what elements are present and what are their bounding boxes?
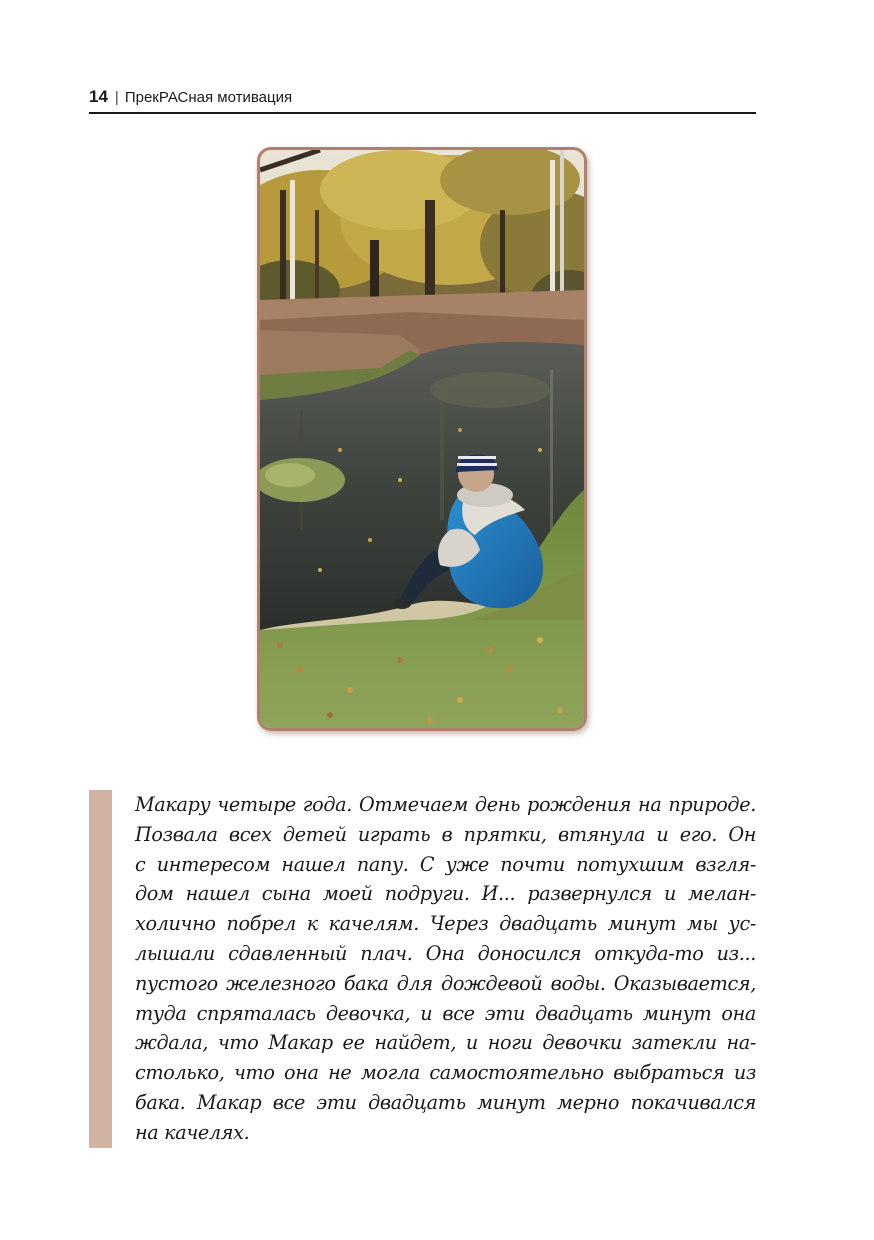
quote-line: лышали сдавленный плач. Она доносился откуда-то из...	[135, 941, 756, 965]
book-title: ПрекРАСная мотивация	[124, 89, 293, 106]
quote-line: столько, что она не могла самостоятельно выбраться из	[135, 1061, 756, 1085]
photo-child-by-pond	[257, 147, 587, 731]
quote-accent-bar	[89, 790, 112, 1148]
photo-illustration	[260, 150, 584, 728]
header-separator: |	[114, 89, 119, 106]
quote-line: пустого железного бака для дождевой воды. Оказывается,	[135, 971, 756, 995]
story-quote	[135, 790, 756, 1148]
quote-line: ждала, что Макар ее найдет, и ноги девочки затекли на-	[135, 1031, 756, 1055]
quote-line: Позвала всех детей играть в прятки, втянула и его. Он	[135, 822, 756, 846]
quote-line: бака. Макар все эти двадцать минут мерно покачивался	[135, 1090, 756, 1114]
quote-line: с интересом нашел папу. С уже почти потухшим взгля-	[135, 852, 756, 876]
running-header	[89, 86, 756, 114]
page-number: 14	[89, 87, 108, 106]
quote-line: Макару четыре года. Отмечаем день рождения на природе.	[135, 793, 756, 816]
quote-line: на качелях.	[135, 1120, 250, 1144]
quote-line: туда спряталась девочка, и все эти двадцать минут она	[135, 1001, 756, 1025]
quote-line: холично побрел к качелям. Через двадцать минут мы ус-	[135, 912, 756, 936]
quote-line: дом нашел сына моей подруги. И... развернулся и мелан-	[135, 882, 756, 906]
